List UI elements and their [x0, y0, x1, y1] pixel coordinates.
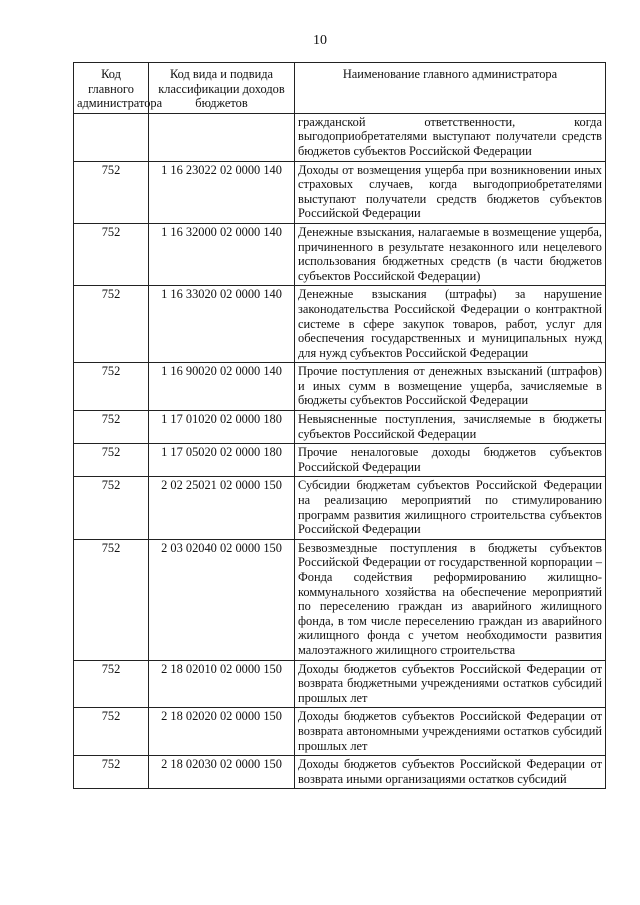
classification-code-cell: 2 18 02010 02 0000 150 [149, 660, 295, 708]
administrator-code-cell: 752 [74, 444, 149, 477]
table-row [74, 756, 606, 789]
table-row [74, 363, 606, 411]
administrator-code-cell: 752 [74, 363, 149, 411]
table-row [74, 444, 606, 477]
table-row [74, 708, 606, 756]
administrator-name-cell: Невыясненные поступления, зачисляемые в бюджеты субъектов Российской Федерации [295, 411, 606, 444]
administrator-code-cell: 752 [74, 477, 149, 539]
administrator-code-cell: 752 [74, 660, 149, 708]
header-administrator-name: Наименование главного администратора [295, 63, 606, 114]
header-administrator-code: Код главного администратора [74, 63, 149, 114]
classification-code-cell: 2 18 02030 02 0000 150 [149, 756, 295, 789]
table-row [74, 286, 606, 363]
classification-code-cell: 1 16 23022 02 0000 140 [149, 161, 295, 223]
table-row [74, 411, 606, 444]
administrator-name-cell: Безвозмездные поступления в бюджеты субъектов Российской Федерации от государственной корпорации – Фонда содействия реформированию жилищно-коммунального хозяйства на обеспечение мероприятий по переселению граждан из аварийного жилищного фонда, в том числе переселению граждан из аварийного жилищного фонда с учетом необходимости развития малоэтажного жилищного строительства [295, 539, 606, 660]
table-row [74, 113, 606, 161]
administrator-name-cell: Прочие поступления от денежных взысканий (штрафов) и иных сумм в возмещение ущерба, зачисляемые в бюджеты субъектов Российской Федерации [295, 363, 606, 411]
administrator-code-cell: 752 [74, 286, 149, 363]
administrator-code-cell [74, 113, 149, 161]
classification-code-cell: 1 16 33020 02 0000 140 [149, 286, 295, 363]
administrator-name-cell: Прочие неналоговые доходы бюджетов субъектов Российской Федерации [295, 444, 606, 477]
header-revenue-classification-code: Код вида и подвида классификации доходов бюджетов [149, 63, 295, 114]
classification-code-cell: 1 16 32000 02 0000 140 [149, 223, 295, 285]
administrator-code-cell: 752 [74, 161, 149, 223]
administrator-code-cell: 752 [74, 708, 149, 756]
administrator-name-cell: Доходы бюджетов субъектов Российской Федерации от возврата бюджетными учреждениями остатков субсидий прошлых лет [295, 660, 606, 708]
administrator-name-cell: Субсидии бюджетам субъектов Российской Федерации на реализацию мероприятий по стимулированию программ развития жилищного строительства субъектов Российской Федерации [295, 477, 606, 539]
revenue-classification-table [73, 62, 606, 789]
table-header-row [74, 63, 606, 114]
administrator-code-cell: 752 [74, 756, 149, 789]
table-row [74, 660, 606, 708]
table-row [74, 161, 606, 223]
table-row [74, 477, 606, 539]
classification-code-cell [149, 113, 295, 161]
administrator-code-cell: 752 [74, 223, 149, 285]
classification-code-cell: 2 03 02040 02 0000 150 [149, 539, 295, 660]
administrator-name-cell: Денежные взыскания (штрафы) за нарушение законодательства Российской Федерации о контрактной системе в сфере закупок товаров, работ, услуг для обеспечения государственных и муниципальных нужд для нужд субъектов Российской Федерации [295, 286, 606, 363]
administrator-code-cell: 752 [74, 411, 149, 444]
administrator-name-cell: Доходы от возмещения ущерба при возникновении иных страховых случаев, когда выгодоприобретателями выступают получатели средств бюджетов субъектов Российской Федерации [295, 161, 606, 223]
administrator-name-cell: гражданской ответственности, когда выгодоприобретателями выступают получатели средств бюджетов субъектов Российской Федерации [295, 113, 606, 161]
administrator-name-cell: Денежные взыскания, налагаемые в возмещение ущерба, причиненного в результате незаконного или нецелевого использования бюджетных средств (в части бюджетов субъектов Российской Федерации) [295, 223, 606, 285]
administrator-name-cell: Доходы бюджетов субъектов Российской Федерации от возврата иными организациями остатков субсидий [295, 756, 606, 789]
classification-code-cell: 2 02 25021 02 0000 150 [149, 477, 295, 539]
table-row [74, 539, 606, 660]
page-number: 10 [313, 33, 327, 48]
classification-code-cell: 1 17 05020 02 0000 180 [149, 444, 295, 477]
table-row [74, 223, 606, 285]
administrator-name-cell: Доходы бюджетов субъектов Российской Федерации от возврата автономными учреждениями остатков субсидий прошлых лет [295, 708, 606, 756]
classification-code-cell: 1 17 01020 02 0000 180 [149, 411, 295, 444]
classification-code-cell: 1 16 90020 02 0000 140 [149, 363, 295, 411]
classification-code-cell: 2 18 02020 02 0000 150 [149, 708, 295, 756]
administrator-code-cell: 752 [74, 539, 149, 660]
